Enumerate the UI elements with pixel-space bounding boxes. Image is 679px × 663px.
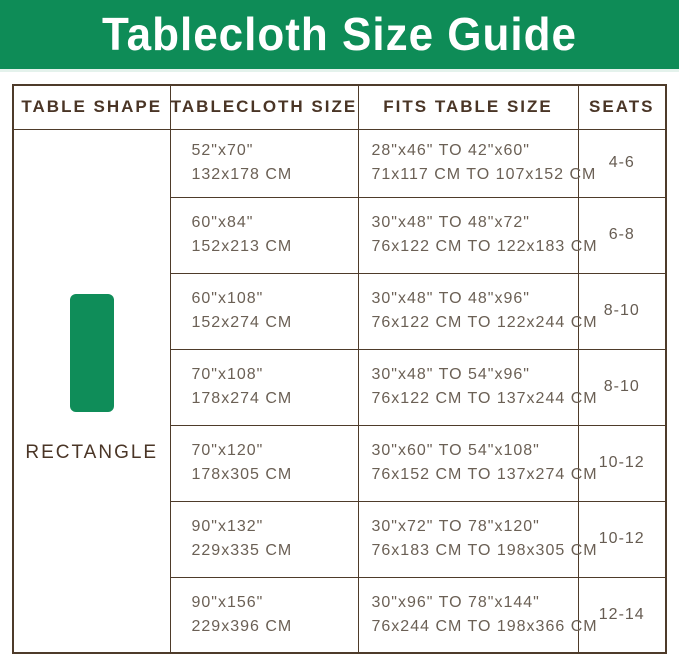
tablecloth-size-cm: 132x178 CM	[191, 166, 293, 183]
fits-size-inches: 30"x48" TO 48"x96"	[371, 290, 530, 307]
tablecloth-size-cm: 152x274 CM	[191, 314, 293, 331]
tablecloth-size-cm: 178x305 CM	[191, 466, 293, 483]
table-shape-cell	[13, 129, 170, 653]
tablecloth-size-cell	[170, 425, 358, 501]
tablecloth-size-inches: 70"x108"	[191, 366, 264, 383]
title-banner	[0, 0, 679, 72]
seats-value: 6-8	[578, 197, 666, 273]
tablecloth-size-inches: 70"x120"	[191, 442, 264, 459]
table-row	[13, 129, 666, 197]
shape-label: RECTANGLE	[25, 441, 159, 463]
tablecloth-size-cell	[170, 197, 358, 273]
col-header-seats: SEATS	[578, 85, 666, 129]
fits-size-inches: 28"x46" TO 42"x60"	[371, 142, 530, 159]
seats-value: 4-6	[578, 129, 666, 197]
tablecloth-size-cm: 229x396 CM	[191, 617, 293, 635]
fits-size-cm: 71x117 CM TO 107x152 CM	[371, 166, 597, 183]
tablecloth-size-cell	[170, 349, 358, 425]
tablecloth-size-inches: 52"x70"	[191, 142, 254, 159]
tablecloth-size-inches: 90"x156"	[191, 593, 264, 611]
fits-table-size-cell	[358, 349, 598, 425]
fits-size-inches: 30"x48" TO 48"x72"	[371, 214, 530, 231]
tablecloth-size-cell	[170, 273, 358, 349]
tablecloth-size-cell	[170, 501, 358, 577]
tablecloth-size-cm: 152x213 CM	[191, 238, 293, 255]
fits-size-inches: 30"x60" TO 54"x108"	[371, 442, 540, 459]
fits-size-cm: 76x183 CM TO 198x305 CM	[371, 542, 598, 559]
seats-value: 10-12	[578, 501, 666, 577]
col-header-table-shape: TABLE SHAPE	[13, 85, 170, 129]
fits-table-size-cell	[358, 577, 598, 653]
fits-size-cm: 76x122 CM TO 137x244 CM	[371, 390, 598, 407]
fits-size-inches: 30"x96" TO 78"x144"	[371, 593, 540, 611]
size-guide-table-wrap	[12, 84, 667, 654]
rectangle-shape-icon	[70, 294, 114, 412]
seats-value: 12-14	[578, 577, 666, 653]
tablecloth-size-inches: 60"x84"	[191, 214, 254, 231]
seats-value: 10-12	[578, 425, 666, 501]
fits-size-cm: 76x122 CM TO 122x183 CM	[371, 238, 598, 255]
page-title: Tablecloth Size Guide	[102, 8, 577, 60]
fits-table-size-cell	[358, 273, 598, 349]
fits-size-cm: 76x244 CM TO 198x366 CM	[371, 617, 598, 635]
size-guide-table	[12, 84, 667, 654]
seats-value: 8-10	[578, 273, 666, 349]
fits-table-size-cell	[358, 501, 598, 577]
fits-size-cm: 76x122 CM TO 122x244 CM	[371, 314, 598, 331]
header-row	[13, 85, 666, 129]
seats-value: 8-10	[578, 349, 666, 425]
tablecloth-size-cell	[170, 129, 358, 197]
tablecloth-size-cell	[170, 577, 358, 653]
col-header-tablecloth-size: TABLECLOTH SIZE	[170, 85, 358, 129]
fits-table-size-cell	[358, 197, 598, 273]
fits-size-inches: 30"x48" TO 54"x96"	[371, 366, 530, 383]
col-header-fits-table-size: FITS TABLE SIZE	[358, 85, 578, 129]
fits-size-inches: 30"x72" TO 78"x120"	[371, 518, 540, 535]
fits-table-size-cell	[358, 425, 598, 501]
tablecloth-size-cm: 178x274 CM	[191, 390, 293, 407]
shape-illustration	[14, 294, 170, 464]
tablecloth-size-inches: 60"x108"	[191, 290, 264, 307]
tablecloth-size-inches: 90"x132"	[191, 518, 264, 535]
fits-table-size-cell	[358, 129, 597, 197]
tablecloth-size-cm: 229x335 CM	[191, 542, 293, 559]
fits-size-cm: 76x152 CM TO 137x274 CM	[371, 466, 598, 483]
